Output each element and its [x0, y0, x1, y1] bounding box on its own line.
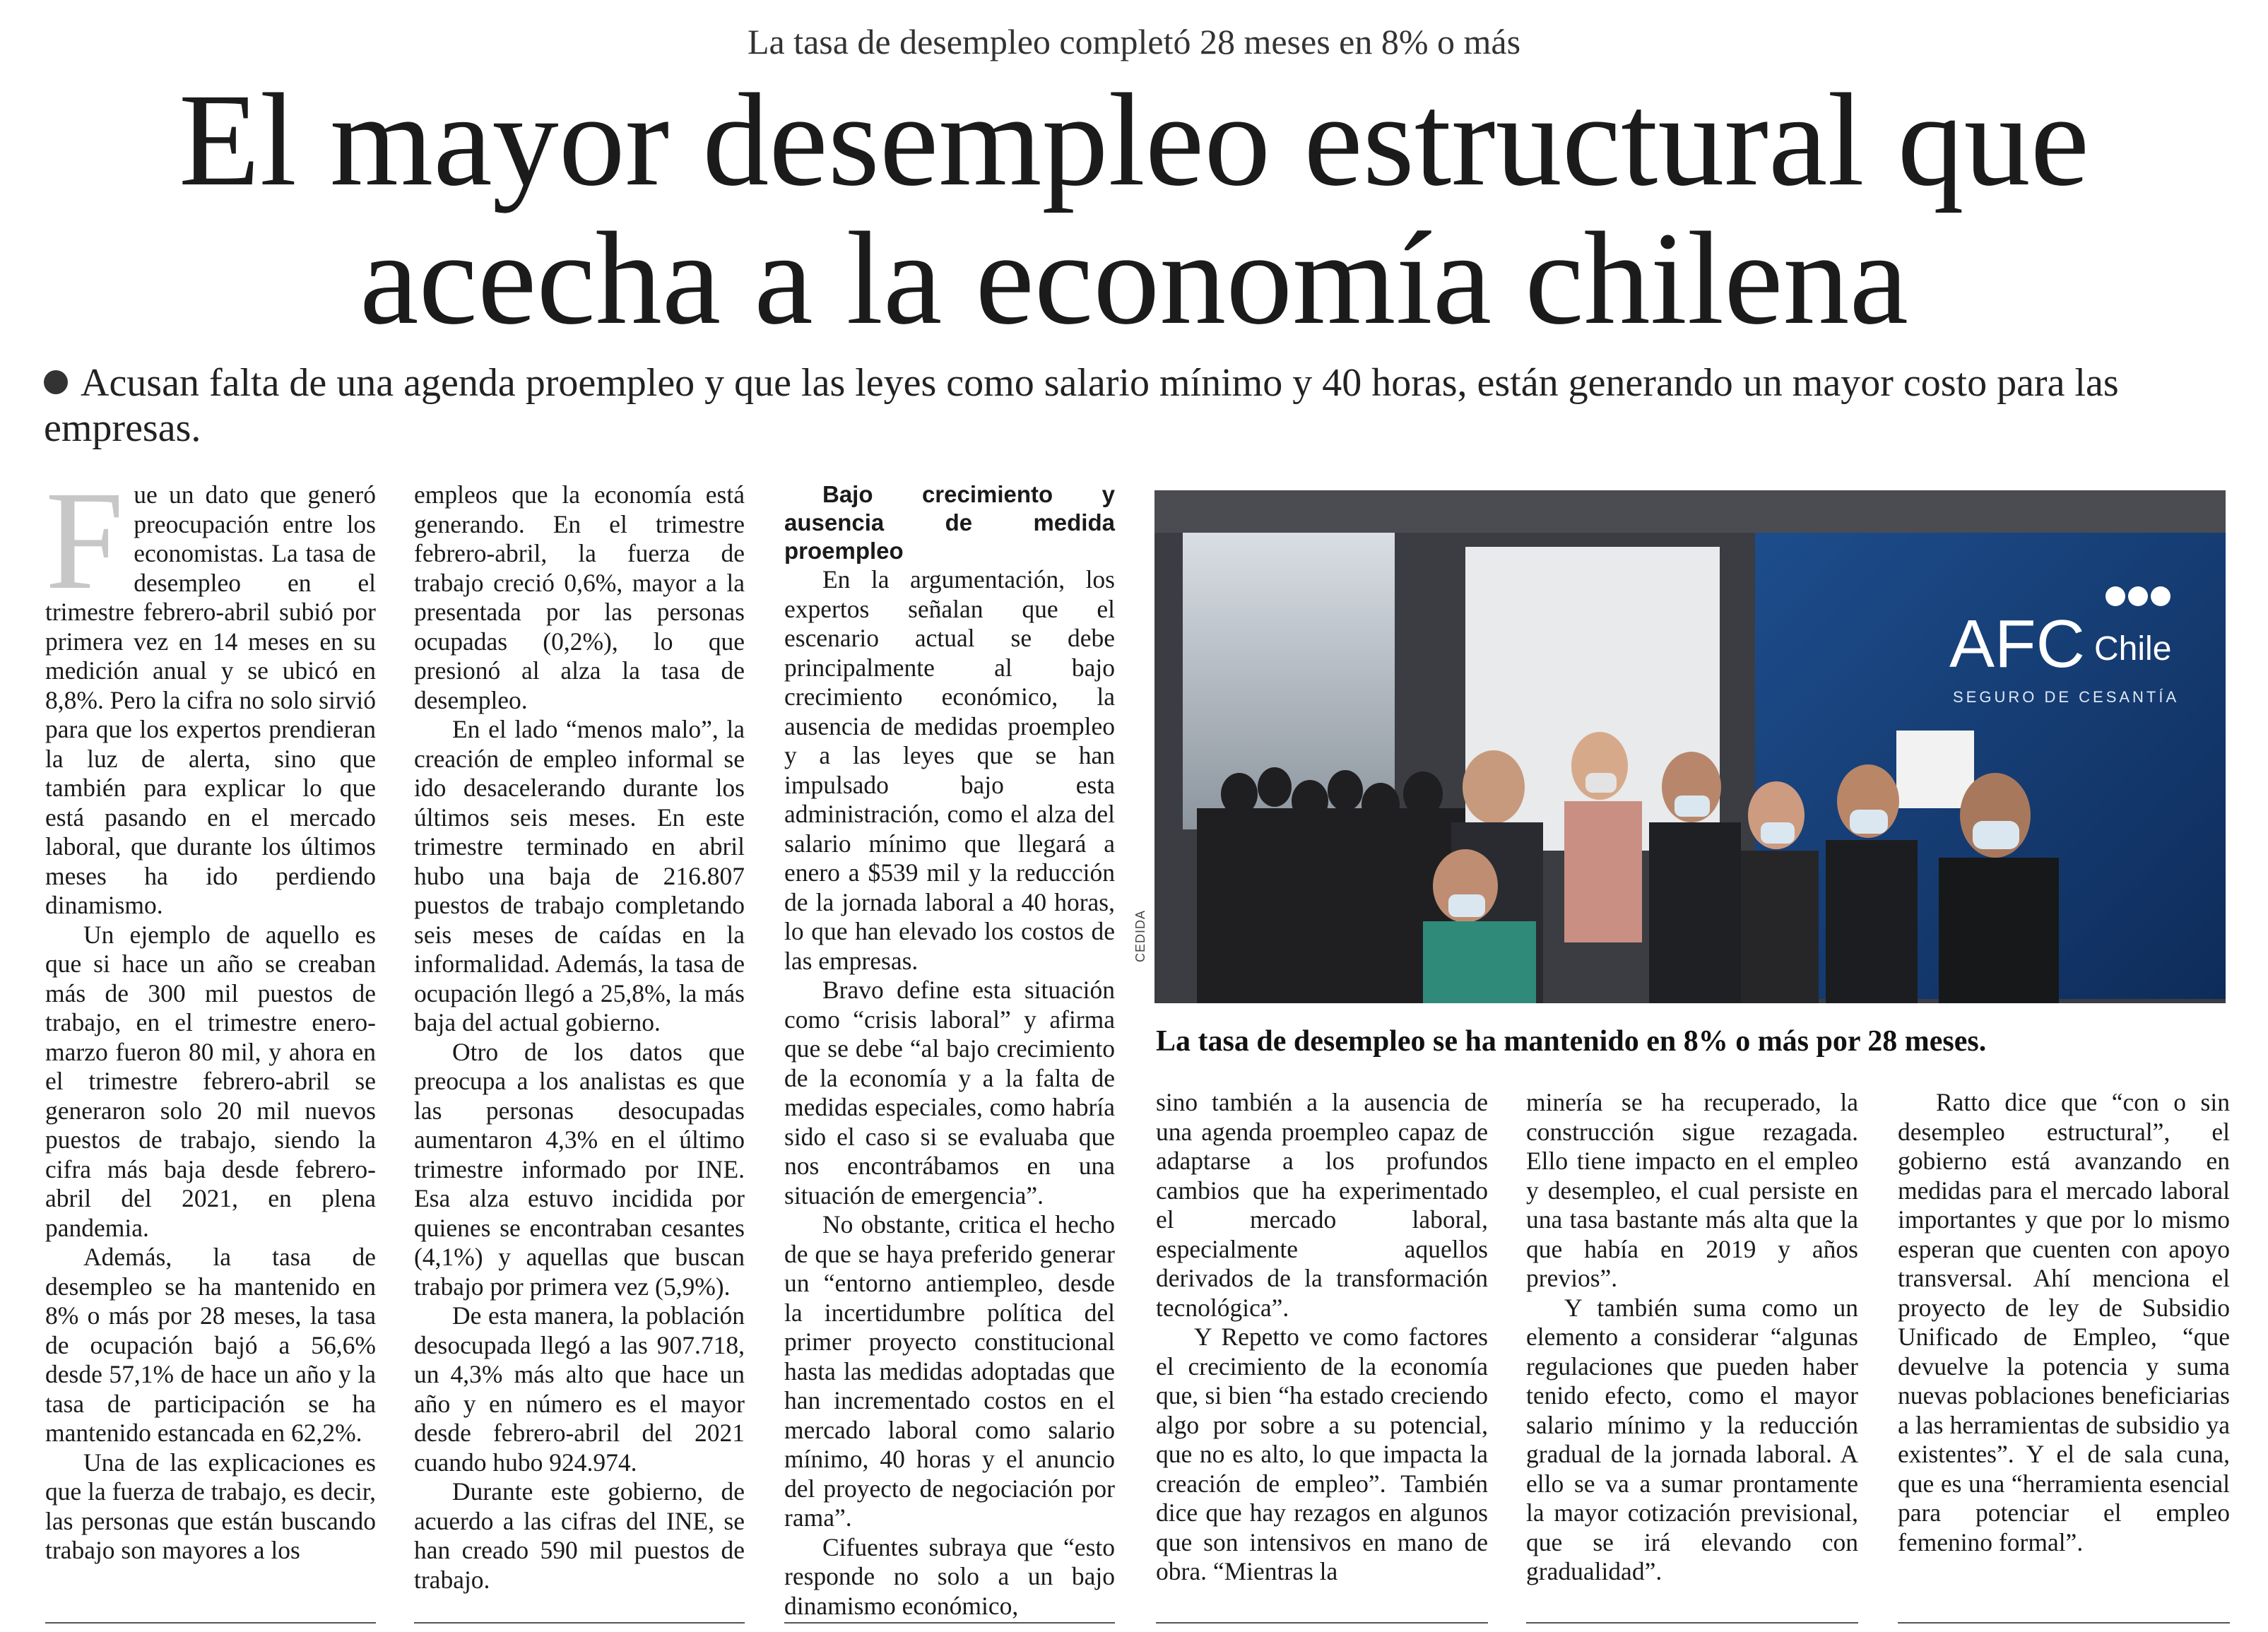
article-paragraph: No obstante, critica el hecho de que se haya preferido generar un “entorno antiempleo, desde la incertidumbre política del primer proyecto constitucional hasta las medidas adoptadas que han incrementado costos en el mercado laboral como salario mínimo, 40 horas y el anuncio del proyecto de negociación por rama”.	[784, 1210, 1115, 1532]
kicker: La tasa de desempleo completó 28 meses en 8% o más	[747, 22, 1521, 61]
face-mask	[1585, 773, 1617, 793]
column-divider	[1898, 1622, 2230, 1624]
logo-dot-icon	[2151, 586, 2170, 606]
afc-logo-country: Chile	[2094, 630, 2172, 668]
article-column-4	[1156, 1088, 1488, 1587]
afc-tagline: SEGURO DE CESANTÍA	[1953, 688, 2180, 706]
article-column-3	[784, 480, 1115, 1621]
article-paragraph: Y Repetto ve como factores el crecimiento de la economía que, si bien “ha estado creciendo algo por sobre a su potencial, que no es alto, lo que impacta la creación de empleo”. También dice que hay rezagos en algunos que son intensivos en mano de obra. “Mientras la	[1156, 1323, 1488, 1585]
column-divider	[45, 1622, 376, 1624]
article-paragraph: empleos que la economía está generando. En el trimestre febrero-abril, la fuerza de trabajo creció 0,6%, mayor a la presentada por las personas ocupadas (0,2%), lo que presionó al alza la tasa de desempleo.	[414, 480, 745, 714]
article-column-2	[414, 480, 745, 1595]
drop-cap: F	[45, 463, 124, 619]
article-paragraph: Además, la tasa de desempleo se ha mantenido en 8% o más por 28 meses, la tasa de ocupación bajó a 56,6% desde 57,1% de hace un año y la tasa de participación se ha mantenido estancada en 62,2%.	[45, 1243, 376, 1447]
article-paragraph: Cifuentes subraya que “esto responde no solo a un bajo dinamismo económico,	[784, 1532, 1115, 1620]
headline	[42, 66, 2226, 352]
article-paragraph: Fue un dato que generó preocupación entre los economistas. La tasa de desempleo en el trimestre febrero-abril subió por primera vez en 14 meses en su medición anual y se ubicó en 8,8%. Pero la cifra no solo sirvió para que los expertos prendieran la luz de alerta, sino que también para explicar lo que está pasando en el mercado laboral, que durante los últimos meses ha ido perdiendo dinamismo.	[45, 463, 376, 919]
face-mask	[1973, 821, 2019, 849]
article-paragraph: sino también a la ausencia de una agenda proempleo capaz de adaptarse a los profundos cambios que ha experimentado el mercado laboral, especialmente aquellos derivados de la transformación tecnológica”.	[1156, 1088, 1488, 1322]
face-mask	[1850, 810, 1888, 834]
column-divider	[784, 1622, 1115, 1624]
article-paragraph: En la argumentación, los expertos señalan que el escenario actual se debe principalmente al bajo crecimiento económico, la ausencia de medidas proempleo y a las leyes que se han impulsado bajo esta administración, como el alza del salario mínimo que llegará a enero a $539 mil y la reducción de la jornada laboral a 40 horas, lo que han elevado los costos de las empresas.	[784, 565, 1115, 975]
article-column-6	[1898, 1088, 2230, 1557]
headline-line-1: El mayor desempleo estructural que	[178, 66, 2090, 213]
article-paragraph: De esta manera, la población desocupada llegó a las 907.718, un 4,3% más alto que hace un año y en número es el mayor desde febrero-abril del 2021 cuando hubo 924.974.	[414, 1301, 745, 1477]
article-paragraph: Durante este gobierno, de acuerdo a las cifras del INE, se han creado 590 mil puestos de trabajo.	[414, 1477, 745, 1594]
article-paragraph: minería se ha recuperado, la construcción sigue rezagada. Ello tiene impacto en el empleo y desempleo, el cual persiste en una tasa bastante más alta que la que había en 2019 y años previos”.	[1526, 1088, 1858, 1292]
news-photo	[1154, 490, 2226, 1003]
logo-dot-icon	[2105, 586, 2125, 606]
bullet-icon	[44, 370, 68, 394]
column-divider	[414, 1622, 745, 1624]
photo-caption: La tasa de desempleo se ha mantenido en 8% o más por 28 meses.	[1156, 1025, 1987, 1058]
article-paragraph: Una de las explicaciones es que la fuerza de trabajo, es decir, las personas que están buscando trabajo son mayores a los	[45, 1448, 376, 1564]
deck-text: Acusan falta de una agenda proempleo y que las leyes como salario mínimo y 40 horas, están generando un mayor costo para las empresas.	[44, 361, 2119, 450]
article-column-1	[45, 463, 376, 1566]
afc-logo: AFC	[1949, 606, 2085, 682]
article-paragraph: Ratto dice que “con o sin desempleo estructural”, el gobierno está avanzando en medidas para el mercado laboral importantes y que por lo mismo esperan que cuenten con apoyo transversal. Ahí menciona el proyecto de ley de Subsidio Unificado de Empleo, “que devuelve la potencia y suma nuevas poblaciones beneficiarias a las herramientas de subsidio ya existentes”. Y el de sala cuna, que es una “herramienta esencial para potenciar el empleo femenino formal”.	[1898, 1088, 2230, 1556]
column-divider	[1156, 1622, 1488, 1624]
face-mask	[1675, 796, 1710, 817]
photo-scene	[1154, 490, 2226, 1003]
photo-credit: CEDIDA	[1133, 909, 1147, 962]
column-divider	[1526, 1622, 1858, 1624]
article-paragraph: Y también suma como un elemento a considerar “algunas regulaciones que pueden haber tenido efecto, como el mayor salario mínimo y la reducción gradual de la jornada laboral. A ello se va a sumar prontamente la mayor cotización previsional, que se irá elevando con gradualidad”.	[1526, 1293, 1858, 1585]
face-mask	[1448, 894, 1485, 917]
face-mask	[1761, 822, 1795, 844]
article-column-5	[1526, 1088, 1858, 1587]
article-paragraph: En el lado “menos malo”, la creación de empleo informal se ido desacelerando durante los últimos seis meses. En este trimestre terminado en abril hubo una baja de 216.807 puestos de trabajo completando seis meses de caídas en la informalidad. Además, la tasa de ocupación llegó a 25,8%, la más baja del actual gobierno.	[414, 715, 745, 1036]
logo-dot-icon	[2128, 586, 2148, 606]
article-paragraph: Bravo define esta situación como “crisis laboral” y afirma que se debe “al bajo crecimiento de la economía y a la falta de medidas especiales, como habría sido el caso si se evaluaba que nos encontrábamos en una situación de emergencia”.	[784, 976, 1115, 1210]
headline-line-2: acecha a la economía chilena	[360, 204, 1908, 352]
article-paragraph: Un ejemplo de aquello es que si hace un año se creaban más de 300 mil puestos de trabajo, en el trimestre enero-marzo fueron 80 mil, y ahora en el trimestre febrero-abril se generaron solo 20 mil nuevos puestos de trabajo, siendo la cifra más baja desde febrero-abril del 2021, en plena pandemia.	[45, 920, 376, 1242]
article-paragraph: Otro de los datos que preocupa a los analistas es que las personas desocupadas aumentaron 4,3% en el último trimestre informado por INE. Esa alza estuvo incidida por quienes se encontraban cesantes (4,1%) y aquellas que buscan trabajo por primera vez (5,9%).	[414, 1037, 745, 1301]
deck	[44, 360, 2220, 451]
section-subhead: Bajo crecimiento y ausencia de medida proempleo	[784, 481, 1115, 564]
notice-paper	[1896, 731, 1974, 808]
